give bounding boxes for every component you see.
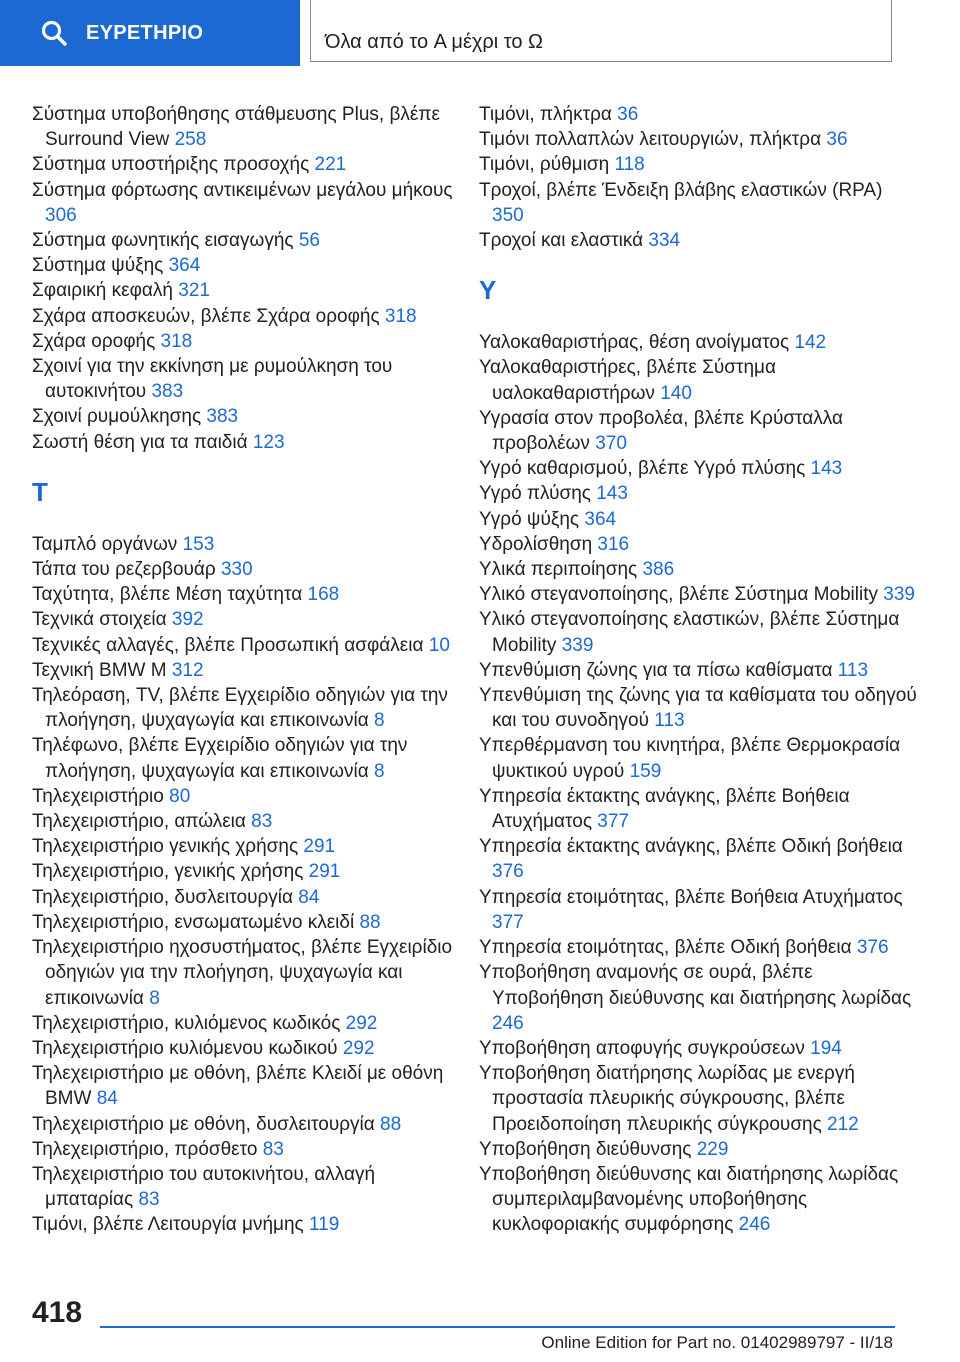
index-entry-text: Υπηρεσία έκτακτης ανάγκης, βλέπε Βοήθεια Ατυχήματος <box>479 785 850 833</box>
index-entry <box>479 127 919 152</box>
page-link[interactable]: 113 <box>654 710 685 732</box>
index-entry-text: Τηλεχειριστήριο κυλιόμενου κωδικού <box>32 1037 338 1059</box>
index-entry-text: Υπηρεσία ετοιμότητας, βλέπε Οδική βοήθεια <box>479 937 852 959</box>
index-entry-text: Υποβοήθηση διεύθυνσης <box>479 1138 692 1160</box>
index-entry <box>32 304 462 329</box>
index-entry <box>32 178 462 228</box>
index-entry-text: Υποβοήθηση διατήρησης λωρίδας με ενεργή προστασία πλευρικής σύγκρουσης, βλέπε Προειδοποίηση πλευρικής σύγκρουσης <box>479 1063 855 1135</box>
index-column-left <box>32 102 462 1238</box>
index-entry <box>479 607 919 657</box>
index-entry-text: Υπηρεσία ετοιμότητας, βλέπε Βοήθεια Ατυχήματος <box>479 886 903 908</box>
index-entry <box>32 532 462 557</box>
section-title-box <box>310 0 892 62</box>
index-entry-text: Τηλεχειριστήριο, δυσλειτουργία <box>32 886 293 908</box>
index-entry-text: Σωστή θέση για τα παιδιά <box>32 431 248 453</box>
index-entry-text: Υπενθύμιση της ζώνης για τα καθίσματα του οδηγού και του συνοδηγού <box>479 685 917 732</box>
index-entry <box>32 582 462 607</box>
index-entry-text: Τηλεχειριστήριο του αυτοκινήτου, αλλαγή μπαταρίας <box>32 1163 376 1211</box>
page-link[interactable]: 80 <box>169 785 191 807</box>
index-entry <box>32 1162 462 1212</box>
page-link[interactable]: 168 <box>307 584 340 606</box>
index-entry-text: Τηλεχειριστήριο, απώλεια <box>32 811 246 833</box>
index-entry-text: Υδρολίσθηση <box>479 533 593 555</box>
index-entry <box>479 885 919 935</box>
page-link[interactable]: 194 <box>810 1037 842 1059</box>
page-link[interactable]: 339 <box>561 634 594 656</box>
page-link[interactable]: 229 <box>696 1138 729 1160</box>
page-link[interactable]: 312 <box>171 659 204 681</box>
page-link[interactable]: 376 <box>492 861 524 883</box>
index-entry <box>32 658 462 683</box>
page-link[interactable]: 84 <box>96 1088 118 1110</box>
index-entry <box>479 658 919 683</box>
page-link[interactable]: 140 <box>660 382 692 404</box>
index-search-tab[interactable] <box>0 0 300 66</box>
index-entry <box>32 834 462 859</box>
index-entry-text: Υποβοήθηση αποφυγής συγκρούσεων <box>479 1037 805 1059</box>
page-link[interactable]: 142 <box>794 332 827 354</box>
page-link[interactable]: 36 <box>826 129 848 151</box>
page-link[interactable]: 36 <box>617 104 639 125</box>
index-entry <box>479 406 919 456</box>
index-entry-text: Τεχνικές αλλαγές, βλέπε Προσωπική ασφάλεια <box>32 634 424 656</box>
index-entry-text: Τηλεχειριστήριο, γενικής χρήσης <box>32 861 304 883</box>
index-entry-text: Υλικά περιποίησης <box>479 559 638 581</box>
index-entry <box>479 330 919 355</box>
page-link[interactable]: 159 <box>629 760 662 782</box>
index-entry <box>32 404 462 429</box>
page-link[interactable]: 376 <box>856 937 889 959</box>
page-link[interactable]: 321 <box>178 280 210 302</box>
index-entry-text: Υποβοήθηση αναμονής σε ουρά, βλέπε Υποβοήθηση διεύθυνσης και διατήρησης λωρίδας <box>479 962 912 1009</box>
index-entry-text: Σύστημα ψύξης <box>32 255 164 277</box>
index-entry-text: Σφαιρική κεφαλή <box>32 280 173 302</box>
index-entry <box>32 278 462 303</box>
index-entry <box>32 354 462 404</box>
index-entry <box>32 430 462 455</box>
index-entry <box>479 152 919 177</box>
page-link[interactable]: 56 <box>298 230 320 252</box>
index-entry-text: Τάπα του ρεζερβουάρ <box>32 559 216 581</box>
page-link[interactable]: 318 <box>160 330 193 352</box>
index-entry <box>479 935 919 960</box>
index-entry-text: Υαλοκαθαριστήρες, βλέπε Σύστημα υαλοκαθαριστήρων <box>479 357 776 404</box>
index-entry-text: Τροχοί και ελαστικά <box>479 230 644 252</box>
page-link[interactable]: 334 <box>648 230 681 252</box>
index-entry-text: Υλικό στεγανοποίησης, βλέπε Σύστημα Mobility <box>479 584 878 606</box>
index-entry <box>479 481 919 506</box>
index-entry <box>479 960 919 1036</box>
page-link[interactable]: 88 <box>380 1113 402 1135</box>
page-link[interactable]: 143 <box>596 483 628 505</box>
index-entry <box>32 1137 462 1162</box>
index-entry <box>479 1036 919 1061</box>
index-entry-text: Σχάρα αποσκευών, βλέπε Σχάρα οροφής <box>32 305 380 327</box>
index-entry-text: Σχοινί ρυμούλκησης <box>32 406 202 428</box>
page-link[interactable]: 153 <box>182 533 215 555</box>
index-entry-text: Υαλοκαθαριστήρας, θέση ανοίγματος <box>479 332 790 354</box>
index-entry-text: Τηλεχειριστήριο, κυλιόμενος κωδικός <box>32 1012 341 1034</box>
index-entry <box>479 1061 919 1137</box>
index-entry <box>32 102 462 152</box>
index-entry <box>32 557 462 582</box>
page-link[interactable]: 83 <box>138 1189 160 1211</box>
index-entry <box>32 910 462 935</box>
index-entry <box>32 1061 462 1111</box>
page-link[interactable]: 291 <box>308 861 341 883</box>
index-entry <box>32 1036 462 1061</box>
page-link[interactable]: 212 <box>827 1113 859 1135</box>
index-entry <box>479 102 919 127</box>
index-entry <box>479 1162 919 1238</box>
page-link[interactable]: 123 <box>252 431 285 453</box>
index-entry-text: Υλικό στεγανοποίησης ελαστικών, βλέπε Σύστημα Mobility <box>479 609 900 656</box>
index-entry <box>32 809 462 834</box>
page-link[interactable]: 291 <box>303 836 336 858</box>
index-entry-text: Τηλεχειριστήριο ηχοσυστήματος, βλέπε Εγχειρίδιο οδηγιών για την πλοήγηση, ψυχαγωγία και επικοινωνία <box>32 937 453 1009</box>
page-link[interactable]: 330 <box>220 559 253 581</box>
page-link[interactable]: 306 <box>45 204 77 226</box>
index-entry-text: Σύστημα φωνητικής εισαγωγής <box>32 230 294 252</box>
index-entry <box>32 683 462 733</box>
index-entry <box>32 885 462 910</box>
page-link[interactable]: 221 <box>314 154 347 176</box>
page-link[interactable]: 292 <box>342 1037 375 1059</box>
page-link[interactable]: 246 <box>492 1012 524 1034</box>
index-entry <box>479 532 919 557</box>
index-entry <box>479 557 919 582</box>
index-entry <box>32 329 462 354</box>
index-entry <box>32 733 462 783</box>
index-tab-label: ΕΥΡΕΤΗΡΙΟ <box>86 21 204 44</box>
index-entry-text: Υπηρεσία έκτακτης ανάγκης, βλέπε Οδική βοήθεια <box>479 836 903 858</box>
index-entry <box>32 859 462 884</box>
index-entry <box>479 1137 919 1162</box>
index-entry <box>32 1011 462 1036</box>
index-entry-text: Σύστημα υποστήριξης προσοχής <box>32 154 310 176</box>
index-entry-text: Τηλεχειριστήριο γενικής χρήσης <box>32 836 299 858</box>
index-letter-heading: Τ <box>32 476 48 507</box>
page-link[interactable]: 84 <box>298 886 320 908</box>
page-link[interactable]: 392 <box>171 609 204 631</box>
index-entry-text: Υπερθέρμανση του κινητήρα, βλέπε Θερμοκρασία ψυκτικού υγρού <box>479 735 901 782</box>
index-entry-text: Σύστημα φόρτωσης αντικειμένων μεγάλου μήκους <box>32 179 453 201</box>
index-entry <box>479 456 919 481</box>
page-link[interactable]: 113 <box>837 659 869 681</box>
page-link[interactable]: 377 <box>492 911 524 933</box>
page-link[interactable]: 370 <box>595 433 627 455</box>
page-link[interactable]: 318 <box>384 305 417 327</box>
index-entry-text: Τιμόνι, πλήκτρα <box>479 104 612 125</box>
index-entry-text: Ταμπλό οργάνων <box>32 533 178 555</box>
index-entry-text: Τιμόνι, βλέπε Λειτουργία μνήμης <box>32 1214 304 1236</box>
page-link[interactable]: 10 <box>428 634 450 656</box>
page-link[interactable]: 83 <box>251 811 273 833</box>
index-entry <box>479 834 919 884</box>
page-number: 418 <box>32 1296 83 1329</box>
header <box>0 0 960 66</box>
page-link[interactable]: 339 <box>883 584 915 606</box>
page-link[interactable]: 143 <box>810 458 843 480</box>
index-entry <box>479 178 919 228</box>
page-link[interactable]: 364 <box>584 508 617 530</box>
index-entry-text: Τεχνική BMW M <box>32 659 167 681</box>
page-link[interactable]: 83 <box>262 1138 284 1160</box>
index-entry-text: Ταχύτητα, βλέπε Μέση ταχύτητα <box>32 584 303 606</box>
section-title: Όλα από το A μέχρι το Ω <box>325 31 543 53</box>
index-entry-text: Υγρασία στον προβολέα, βλέπε Κρύσταλλα προβολέων <box>479 407 843 455</box>
page-link[interactable]: 119 <box>308 1214 340 1236</box>
page-link[interactable]: 292 <box>345 1012 378 1034</box>
page-link[interactable]: 383 <box>151 381 184 403</box>
index-entry <box>32 1112 462 1137</box>
index-entry <box>32 228 462 253</box>
page-link[interactable]: 258 <box>174 129 207 151</box>
index-entry-text: Τιμόνι πολλαπλών λειτουργιών, πλήκτρα <box>479 129 822 151</box>
index-entry <box>479 507 919 532</box>
index-entry-text: Υγρό πλύσης <box>479 483 591 505</box>
edition-text: Online Edition for Part no. 01402989797 - II/18 <box>541 1333 893 1352</box>
index-entry-text: Τροχοί, βλέπε Ένδειξη βλάβης ελαστικών (RPA) <box>479 179 883 201</box>
page-link[interactable]: 350 <box>492 204 524 226</box>
index-entry-text: Τηλεχειριστήριο, ενσωματωμένο κλειδί <box>32 911 355 933</box>
page-link[interactable]: 8 <box>149 987 160 1009</box>
page-link[interactable]: 8 <box>374 760 385 782</box>
index-entry-text: Σχάρα οροφής <box>32 330 156 352</box>
index-entry <box>479 733 919 783</box>
index-entry-text: Υγρό καθαρισμού, βλέπε Υγρό πλύσης <box>479 458 806 480</box>
index-entry <box>479 683 919 733</box>
index-entry <box>479 228 919 253</box>
index-entry-text: Τηλεόραση, TV, βλέπε Εγχειρίδιο οδηγιών για την πλοήγηση, ψυχαγωγία και επικοινωνία <box>32 685 448 732</box>
index-entry-text: Υποβοήθηση διεύθυνσης και διατήρησης λωρίδας συμπεριλαμβανομένης υποβοήθησης κυκλοφοριακής συμφόρησης <box>479 1163 899 1236</box>
page-link[interactable]: 88 <box>359 911 381 933</box>
index-entry <box>32 935 462 1011</box>
footer-divider <box>100 1326 895 1328</box>
index-entry <box>479 582 919 607</box>
index-entry <box>479 784 919 834</box>
page-link[interactable]: 383 <box>206 406 239 428</box>
index-entry-text: Τιμόνι, ρύθμιση <box>479 154 610 176</box>
index-entry <box>32 1212 462 1237</box>
index-entry <box>479 355 919 405</box>
index-entry-text: Τηλεχειριστήριο με οθόνη, δυσλειτουργία <box>32 1113 375 1135</box>
index-entry-text: Τηλεχειριστήριο με οθόνη, βλέπε Κλειδί με οθόνη BMW <box>32 1063 444 1110</box>
page-link[interactable]: 386 <box>642 559 675 581</box>
index-entry-text: Τηλεχειριστήριο <box>32 785 164 807</box>
index-entry-text: Σύστημα υποβοήθησης στάθμευσης Plus, βλέπε Surround View <box>32 104 440 151</box>
page-link[interactable]: 377 <box>597 811 629 833</box>
search-icon <box>40 19 68 47</box>
index-entry-text: Υγρό ψύξης <box>479 508 580 530</box>
index-entry-text: Τηλεχειριστήριο, πρόσθετο <box>32 1138 258 1160</box>
index-column-right <box>479 102 919 1238</box>
index-entry <box>32 253 462 278</box>
page-link[interactable]: 316 <box>597 533 630 555</box>
page-link[interactable]: 8 <box>374 710 385 732</box>
index-entry <box>32 633 462 658</box>
index-letter-heading: Υ <box>479 275 497 306</box>
index-entry-text: Τεχνικά στοιχεία <box>32 609 167 631</box>
index-entry-text: Σχοινί για την εκκίνηση με ρυμούλκηση του αυτοκινήτου <box>32 356 393 403</box>
index-entry-text: Υπενθύμιση ζώνης για τα πίσω καθίσματα <box>479 659 833 681</box>
page-link[interactable]: 364 <box>168 255 201 277</box>
index-entry <box>32 607 462 632</box>
index-entry <box>32 784 462 809</box>
page-link[interactable]: 246 <box>738 1214 771 1236</box>
index-entry <box>32 152 462 177</box>
index-entry-text: Τηλέφωνο, βλέπε Εγχειρίδιο οδηγιών για την πλοήγηση, ψυχαγωγία και επικοινωνία <box>32 735 408 782</box>
page-link[interactable]: 118 <box>614 154 645 176</box>
